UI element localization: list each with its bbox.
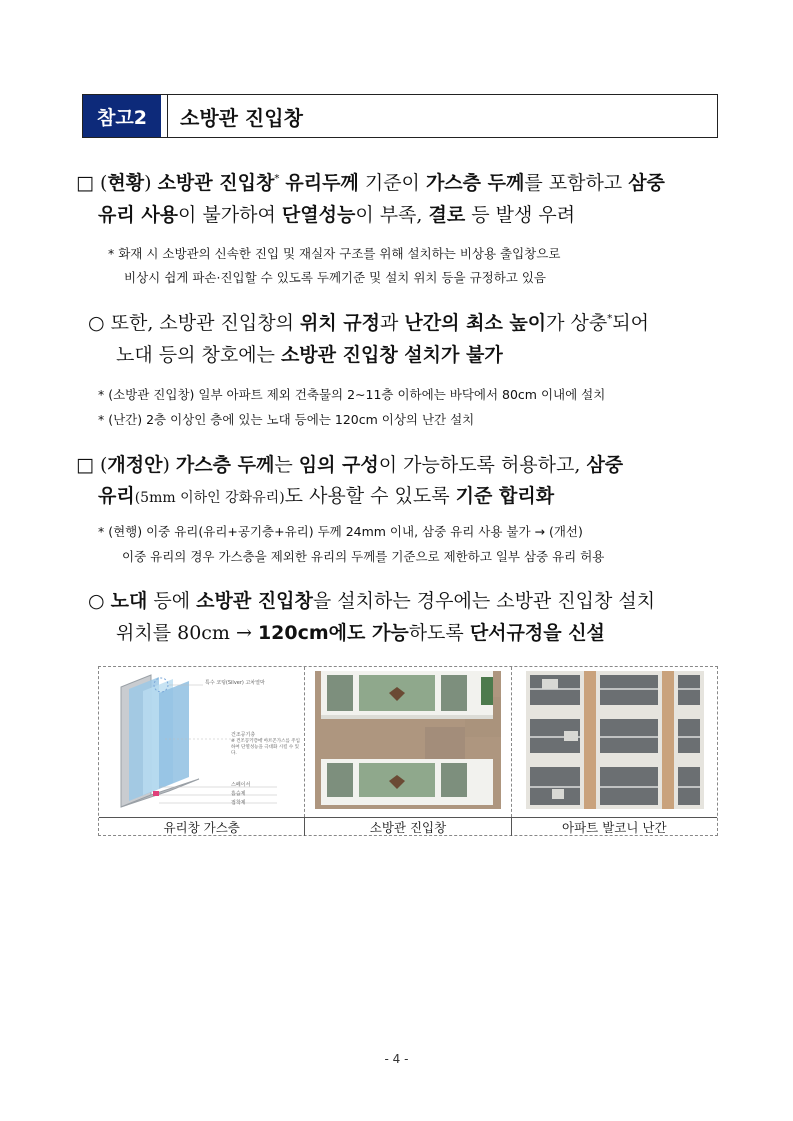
section-title: 소방관 진입창 — [180, 105, 303, 130]
adhesive-label: 접착제 — [231, 800, 246, 806]
amendment-line-2: 유리(5mm 이하인 강화유리)도 사용할 수 있도록 기준 합리화 — [98, 485, 555, 507]
conflict-line-2: 노대 등의 창호에는 소방관 진입창 설치가 불가 — [116, 344, 503, 366]
caption-firefighter-window: 소방관 진입창 — [305, 818, 511, 836]
amendment-note-2: 이중 유리의 경우 가스층을 제외한 유리의 두께를 기준으로 제한하고 일부 삼중 유리 허용 — [122, 549, 605, 564]
firefighter-entry-window-photo — [305, 667, 511, 817]
circle-bullet: ○ — [88, 312, 105, 334]
caption-balcony-railing: 아파트 발코니 난간 — [562, 820, 667, 835]
section-header — [82, 94, 718, 138]
facade-photo — [305, 667, 511, 813]
conflict-note-1: * (소방관 진입창) 일부 아파트 제외 건축물의 2∼11층 이하에는 바닥에서 80cm 이내에 설치 — [98, 387, 606, 402]
conflict-note-2: * (난간) 2층 이상인 층에 있는 노대 등에는 120cm 이상의 난간 설치 — [98, 412, 475, 427]
apartment-balcony-railing-photo — [512, 667, 717, 817]
amendment-line-1: □ (개정안) 가스층 두께는 임의 구성이 가능하도록 허용하고, 삼중 — [76, 454, 624, 476]
figure-table — [98, 666, 718, 836]
status-note-1: * 화재 시 소방관의 신속한 진입 및 재실자 구조를 위해 설치하는 비상용 출입창으로 — [108, 246, 561, 261]
reference-tag: 참고2 — [83, 95, 161, 137]
gas-layer-note: ※ 건조공기층에 아르곤가스를 주입하여 단열성능을 극대화 시킬 수 있다. — [231, 739, 300, 756]
status-line-2: 유리 사용이 불가하여 단열성능이 부족, 결로 등 발생 우려 — [98, 204, 576, 226]
status-note-2: 비상시 쉽게 파손·진입할 수 있도록 두께기준 및 설치 위치 등을 규정하고 있음 — [124, 270, 547, 285]
conflict-line-1: ○ 또한, 소방관 진입창의 위치 규정과 난간의 최소 높이가 상충*되어 — [88, 312, 649, 334]
caption-glass-gas-layer: 유리창 가스층 — [99, 818, 305, 836]
figure-image-row — [99, 667, 717, 817]
page-number: - 4 - — [384, 1052, 409, 1066]
status-line-1: □ (현황) 소방관 진입창* 유리두께 기준이 가스층 두께를 포함하고 삼중 — [76, 172, 665, 194]
gas-layer-label: 건조공기층 — [231, 732, 256, 738]
spacer-label: 스페이서 — [231, 782, 251, 788]
circle-bullet: ○ — [88, 590, 105, 612]
balcony-photo — [512, 667, 717, 813]
header-divider — [161, 95, 168, 137]
amendment-note-1: * (현행) 이중 유리(유리+공기층+유리) 두께 24mm 이내, 삼중 유리 사용 불가 → (개선) — [98, 524, 583, 539]
glass-gas-layer-diagram — [99, 667, 305, 817]
coating-label: 특수 코팅(Silver) 고차열막 — [205, 680, 265, 686]
desiccant-label: 흡습제 — [231, 791, 246, 797]
balcony-line-2: 위치를 80cm → 120cm에도 가능하도록 단서규정을 신설 — [116, 622, 605, 644]
checkbox-bullet: □ — [76, 454, 94, 476]
checkbox-bullet: □ — [76, 172, 94, 194]
figure-caption-row — [99, 817, 717, 836]
balcony-line-1: ○ 노대 등에 소방관 진입창을 설치하는 경우에는 소방관 진입창 설치 — [88, 590, 656, 612]
